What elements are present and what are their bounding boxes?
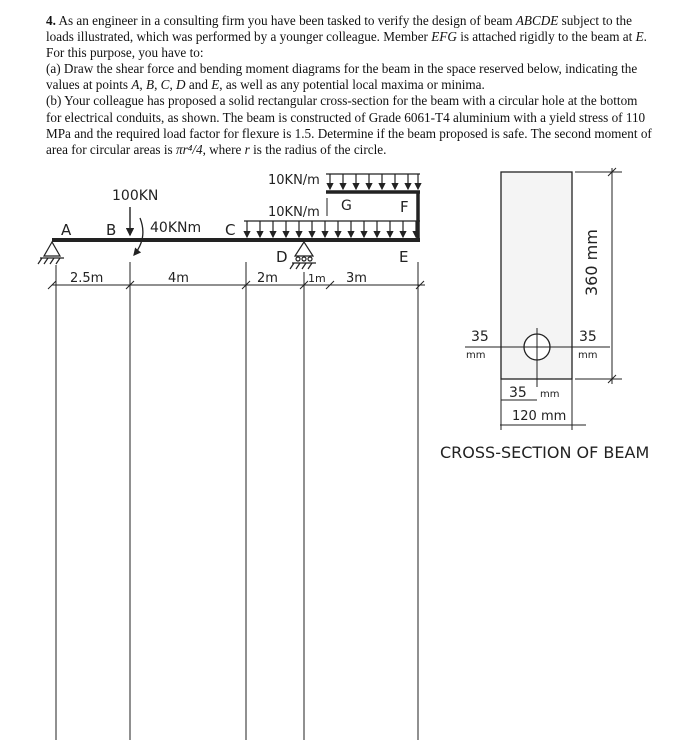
label-e: E: [399, 248, 409, 266]
label-a: A: [61, 221, 72, 239]
label-b: B: [106, 221, 117, 239]
dim-3: 2m: [257, 271, 278, 286]
label-g: G: [341, 198, 352, 214]
sep-1: ,: [139, 77, 146, 93]
left-cover-unit: mm: [466, 350, 486, 361]
diagram-guide-lines: [56, 262, 418, 740]
dim-2: 4m: [168, 271, 189, 286]
question-number: 4.: [46, 13, 56, 28]
formula: πr⁴/4: [175, 141, 203, 157]
right-cover-unit: mm: [578, 350, 598, 361]
right-cover-value: 35: [579, 329, 597, 345]
support-d: [290, 242, 316, 269]
r-symbol: r: [244, 141, 250, 157]
dim-4: 1m: [308, 272, 326, 285]
bottom-cover-value: 35: [509, 385, 527, 401]
pt-b: B: [146, 77, 155, 93]
dim-1: 2.5m: [70, 271, 104, 286]
left-cover-value: 35: [471, 329, 489, 345]
point-load-label: 100KN: [112, 188, 159, 204]
sep-3: ,: [169, 77, 177, 93]
beam-diagram: [38, 174, 425, 740]
dimension-line: [48, 281, 425, 289]
pt-d: D: [176, 77, 186, 93]
moment-label: 40KNm: [150, 220, 202, 236]
pt-c: C: [160, 77, 170, 93]
point-e-ref: E: [635, 29, 644, 45]
label-f: F: [400, 198, 409, 216]
part-b-3: is the radius of the circle.: [253, 141, 387, 157]
intro-text-1: As an engineer in a consulting firm you have been tasked to verify the design of beam: [58, 13, 513, 28]
udl-beam-label: 10KN/m: [268, 205, 320, 220]
sep-4: and: [185, 77, 212, 93]
pt-a: A: [131, 77, 140, 93]
part-a-1: (a) Draw the shear force and bending moment diagrams for the beam in the space reserved below, indicating the values at points: [46, 61, 638, 93]
intro-text-2: subject to the loads illustrated, which was performed by a younger colleague. Member: [46, 13, 632, 45]
dim-5: 3m: [346, 271, 367, 286]
moment-arrow: [134, 218, 143, 255]
pt-e: E: [211, 77, 220, 93]
intro-text-4: . For this purpose, you have to:: [46, 29, 647, 61]
beam-name: ABCDE: [515, 13, 559, 28]
part-a-2: , as well as any potential local maxima or minima.: [219, 77, 485, 93]
label-d: D: [276, 248, 288, 266]
section-height-label: 360 mm: [582, 229, 601, 296]
udl-top-arrows: [326, 174, 420, 189]
sep-2: ,: [154, 77, 161, 93]
bottom-cover-unit: mm: [540, 389, 560, 400]
intro-text-3: is attached rigidly to the beam at: [460, 29, 633, 45]
udl-beam-arrows: [244, 221, 420, 237]
cross-section: [440, 168, 649, 462]
section-width-label: 120 mm: [512, 409, 567, 424]
label-c: C: [225, 221, 236, 239]
udl-top-label: 10KN/m: [268, 173, 320, 188]
part-b-1: (b) Your colleague has proposed a solid rectangular cross-section for the beam with a circular hole at the bottom for electrical conduits, as shown. The beam is constructed of Grade 6061-T4 aluminium with a yield stress of 110 MPa and the required load factor for flexure is 1.5. Determine if the beam proposed is safe. The second moment of area for circular areas is: [46, 93, 652, 157]
section-caption: CROSS-SECTION OF BEAM: [440, 443, 650, 462]
part-b-2: , where: [202, 141, 242, 157]
support-a: [38, 242, 64, 264]
member-name: EFG: [431, 29, 457, 45]
